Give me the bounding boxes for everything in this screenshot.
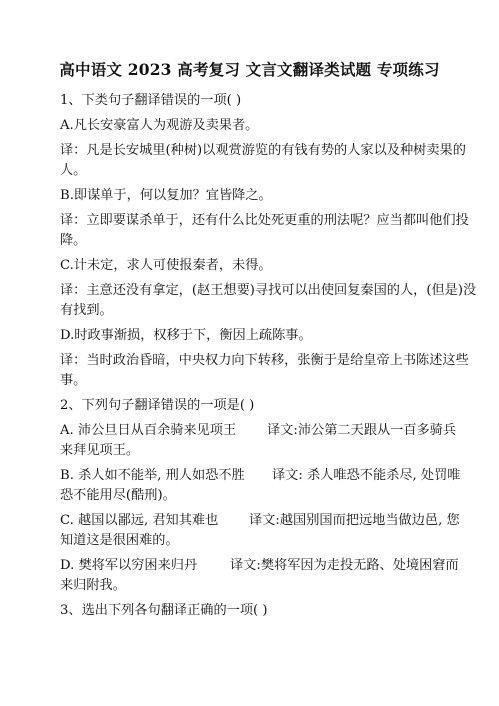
- q1-option-c-translation-line-2: 有找到。: [60, 303, 113, 318]
- question-2-stem: 2、下列句子翻译错误的一项是( ): [60, 398, 255, 413]
- q2-option-c-source: C. 越国以鄙远, 君知其难也: [60, 513, 219, 528]
- q1-option-a: A.凡长安豪富人为观游及卖果者。: [60, 118, 259, 133]
- q1-option-c-translation-line-1: 译：主意还没有拿定，(赵王想要)寻找可以出使回复秦国的人，(但是)没: [60, 283, 477, 298]
- q1-option-a-translation-line-1: 译：凡是长安城里(种树)以观赏游览的有钱有势的人家以及种树卖果的: [60, 143, 466, 158]
- q2-option-b-source: B. 杀人如不能举, 刑人如恐不胜: [60, 468, 245, 483]
- page-title: 高中语文 2023 高考复习 文言文翻译类试题 专项练习: [59, 60, 440, 79]
- q2-option-a-translation-line-2: 来拜见项王。: [60, 443, 140, 458]
- q1-option-b-translation-line-2: 降。: [60, 233, 87, 248]
- q1-option-c: C.计未定，求人可使报秦者，未得。: [60, 258, 272, 273]
- q2-option-c-translation-line-1: 译文:越国别国而把远地当做边邑, 您: [249, 513, 460, 528]
- q2-option-d-source: D. 樊将军以穷困来归丹: [60, 558, 198, 573]
- q2-option-a-translation-line-1: 译文:沛公第二天跟从一百多骑兵: [267, 423, 457, 438]
- q1-option-d-translation-line-1: 译：当时政治昏暗，中央权力向下转移，张衡于是给皇帝上书陈述这些: [60, 353, 469, 368]
- q1-option-b-translation-line-1: 译：立即要谋杀单于，还有什么比处死更重的刑法呢？应当都叫他们投: [60, 213, 469, 228]
- question-3-stem: 3、选出下列各句翻译正确的一项( ): [60, 603, 268, 618]
- q1-option-a-translation-line-2: 人。: [60, 163, 87, 178]
- q2-option-d-translation-line-2: 来归附我。: [60, 578, 126, 593]
- q2-option-b-translation-line-2: 恐不能用尽(酷刑)。: [60, 488, 176, 503]
- q2-option-b-translation-line-1: 译文: 杀人唯恐不能杀尽, 处罚唯: [272, 468, 461, 483]
- question-1-stem: 1、下类句子翻译错误的一项( ): [60, 93, 242, 108]
- q1-option-d-translation-line-2: 事。: [60, 373, 87, 388]
- q2-option-d-translation-line-1: 译文:樊将军因为走投无路、处境困窘而: [230, 558, 459, 573]
- q2-option-c-translation-line-2: 知道这是很困难的。: [60, 533, 179, 548]
- q1-option-d: D.时政事渐损，权移于下，衡因上疏陈事。: [60, 328, 312, 343]
- q2-option-a-source: A. 沛公旦日从百余骑来见项王: [60, 423, 237, 438]
- q1-option-b: B.即谋单于，何以复加？宜皆降之。: [60, 188, 272, 203]
